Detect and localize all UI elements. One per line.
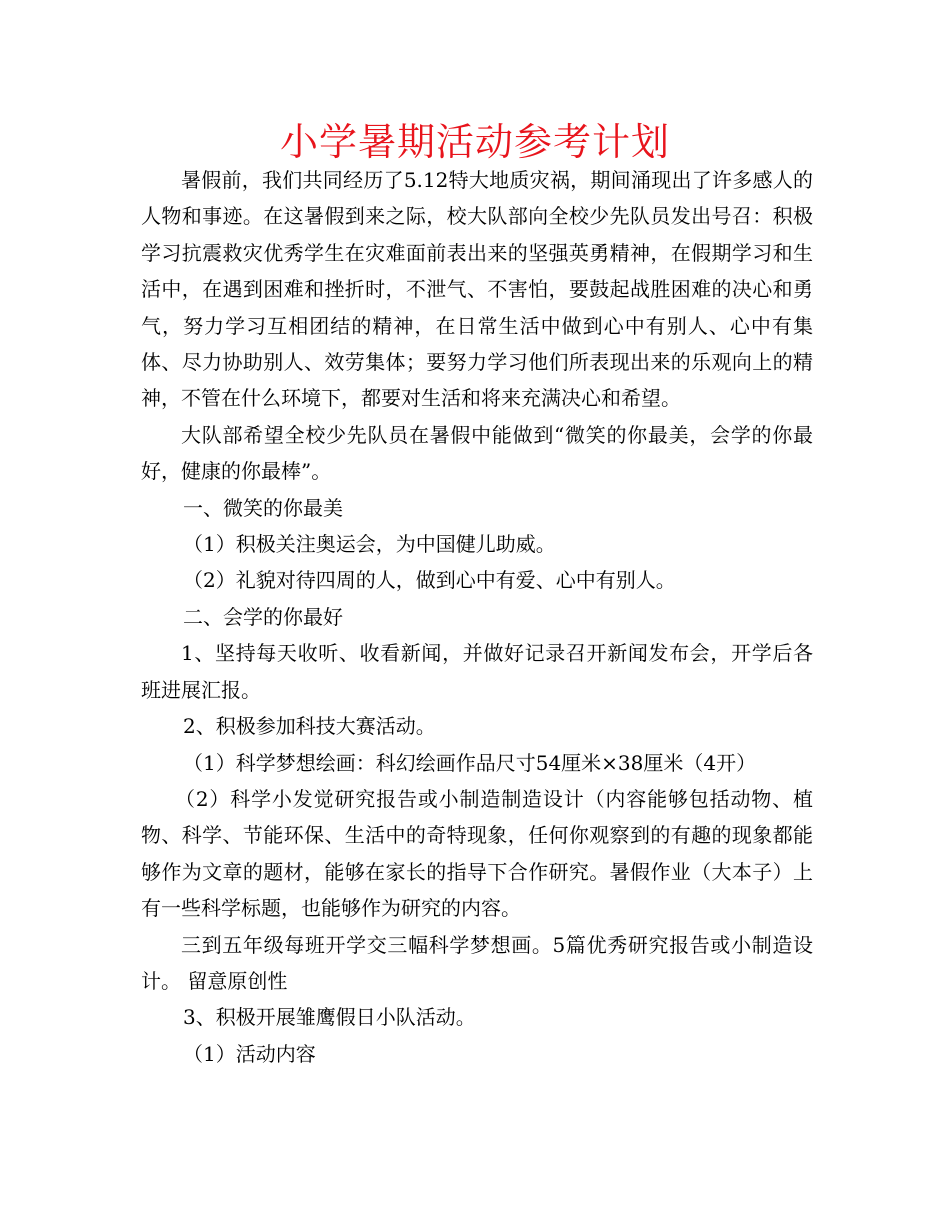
list-item: 1、坚持每天收听、收看新闻，并做好记录召开新闻发布会，开学后各班进展汇报。 xyxy=(141,641,813,702)
paragraph-slogan: 大队部希望全校少先队员在暑假中能做到“微笑的你最美，会学的你最好，健康的你最棒”。 xyxy=(141,422,813,484)
paragraph: 三到五年级每班开学交三幅科学梦想画。5篇优秀研究报告或小制造设计。 留意原创性 xyxy=(141,932,813,993)
section-heading-smile: 一、微笑的你最美 xyxy=(183,495,343,520)
list-item: （1）积极关注奥运会，为中国健儿助威。 xyxy=(183,532,556,557)
list-item: （1）活动内容 xyxy=(183,1041,316,1066)
document-body xyxy=(141,162,813,1072)
list-item: （2）科学小发觉研究报告或小制造制造设计（内容能够包括动物、植物、科学、节能环保、生活中的奇特现象，任何你观察到的有趣的现象都能够作为文章的题材，能够在家长的指导下合作研究。暑假作业（大本子）上有一些科学标题，也能够作为研究的内容。 xyxy=(141,786,813,921)
list-item: （1）科学梦想绘画：科幻绘画作品尺寸54厘米×38厘米（4开） xyxy=(183,750,757,775)
document-title: 小学暑期活动参考计划 xyxy=(279,120,670,164)
section-heading-study: 二、会学的你最好 xyxy=(183,604,343,629)
list-item: 2、积极参加科技大赛活动。 xyxy=(183,714,436,739)
paragraph-intro: 暑假前，我们共同经历了5.12特大地质灾祸，期间涌现出了许多感人的人物和事迹。在这暑假到来之际，校大队部向全校少先队员发出号召：积极学习抗震救灾优秀学生在灾难面前表出来的坚强英勇精神，在假期学习和生活中，在遇到困难和挫折时，不泄气、不害怕，要鼓起战胜困难的决心和勇气，努力学习互相团结的精神，在日常生活中做到心中有别人、心中有集体、尽力协助别人、效劳集体；要努力学习他们所表现出来的乐观向上的精神，不管在什么环境下，都要对生活和将来充满决心和希望。 xyxy=(141,168,813,411)
list-item: 3、积极开展雏鹰假日小队活动。 xyxy=(183,1005,476,1030)
list-item: （2）礼貌对待四周的人，做到心中有爱、心中有别人。 xyxy=(183,568,676,593)
